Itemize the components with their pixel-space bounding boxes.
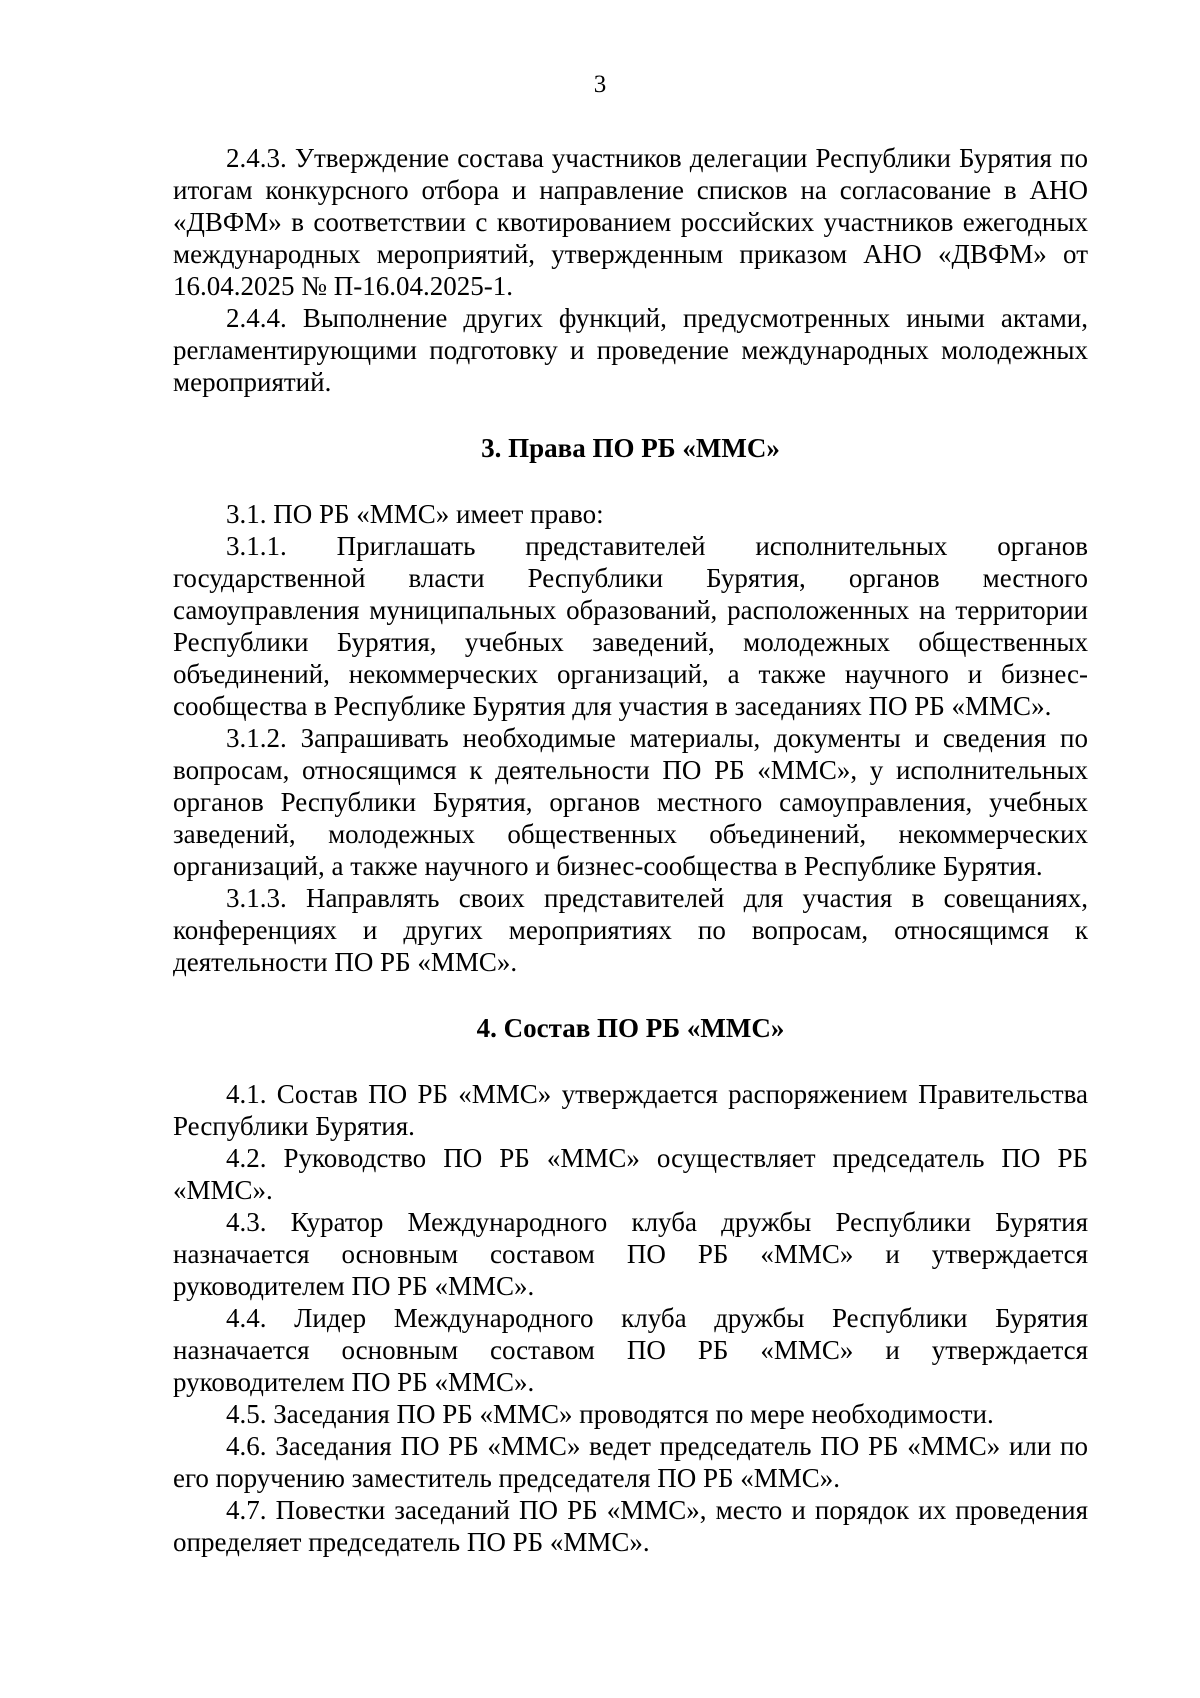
paragraph-2-4-4: 2.4.4. Выполнение других функций, предусмотренных иными актами, регламентирующими подготовку и проведение международных молодежных мероприятий. — [173, 303, 1088, 397]
paragraph-3-1: 3.1. ПО РБ «ММС» имеет право: — [226, 499, 604, 529]
paragraph-4-6: 4.6. Заседания ПО РБ «ММС» ведет председатель ПО РБ «ММС» или по его поручению заместитель председателя ПО РБ «ММС». — [173, 1431, 1088, 1493]
paragraph-4-4: 4.4. Лидер Международного клуба дружбы Республики Бурятия назначается основным составом ПО РБ «ММС» и утверждается руководителем ПО РБ «ММС». — [173, 1303, 1088, 1397]
section-4-heading: 4. Состав ПО РБ «ММС» — [476, 1013, 785, 1043]
document-body — [173, 142, 1088, 1558]
section-3-heading: 3. Права ПО РБ «ММС» — [481, 433, 780, 463]
paragraph-3-1-1: 3.1.1. Приглашать представителей исполнительных органов государственной власти Республики Бурятия, органов местного самоуправления муниципальных образований, расположенных на территории Республики Бурятия, учебных заведений, молодежных общественных объединений, некоммерческих организаций, а также научного и бизнес-сообщества в Республике Бурятия для участия в заседаниях ПО РБ «ММС». — [173, 531, 1088, 721]
spacer — [173, 398, 1088, 432]
spacer — [173, 1044, 1088, 1078]
spacer — [173, 464, 1088, 498]
paragraph-2-4-3: 2.4.3. Утверждение состава участников делегации Республики Бурятия по итогам конкурсного отбора и направление списков на согласование в АНО «ДВФМ» в соответствии с квотированием российских участников ежегодных международных мероприятий, утвержденным приказом АНО «ДВФМ» от 16.04.2025 № П-16.04.2025-1. — [173, 143, 1088, 301]
paragraph-4-7: 4.7. Повестки заседаний ПО РБ «ММС», место и порядок их проведения определяет председатель ПО РБ «ММС». — [173, 1495, 1088, 1557]
paragraph-3-1-3: 3.1.3. Направлять своих представителей для участия в совещаниях, конференциях и других мероприятиях по вопросам, относящимся к деятельности ПО РБ «ММС». — [173, 883, 1088, 977]
paragraph-4-5: 4.5. Заседания ПО РБ «ММС» проводятся по мере необходимости. — [226, 1399, 994, 1429]
paragraph-4-1: 4.1. Состав ПО РБ «ММС» утверждается распоряжением Правительства Республики Бурятия. — [173, 1079, 1088, 1141]
paragraph-4-3: 4.3. Куратор Международного клуба дружбы Республики Бурятия назначается основным составом ПО РБ «ММС» и утверждается руководителем ПО РБ «ММС». — [173, 1207, 1088, 1301]
spacer — [173, 978, 1088, 1012]
paragraph-4-2: 4.2. Руководство ПО РБ «ММС» осуществляет председатель ПО РБ «ММС». — [173, 1143, 1088, 1205]
page-number: 3 — [593, 71, 607, 98]
paragraph-3-1-2: 3.1.2. Запрашивать необходимые материалы, документы и сведения по вопросам, относящимся к деятельности ПО РБ «ММС», у исполнительных органов Республики Бурятия, органов местного самоуправления, учебных заведений, молодежных общественных объединений, некоммерческих организаций, а также научного и бизнес-сообщества в Республике Бурятия. — [173, 723, 1088, 881]
